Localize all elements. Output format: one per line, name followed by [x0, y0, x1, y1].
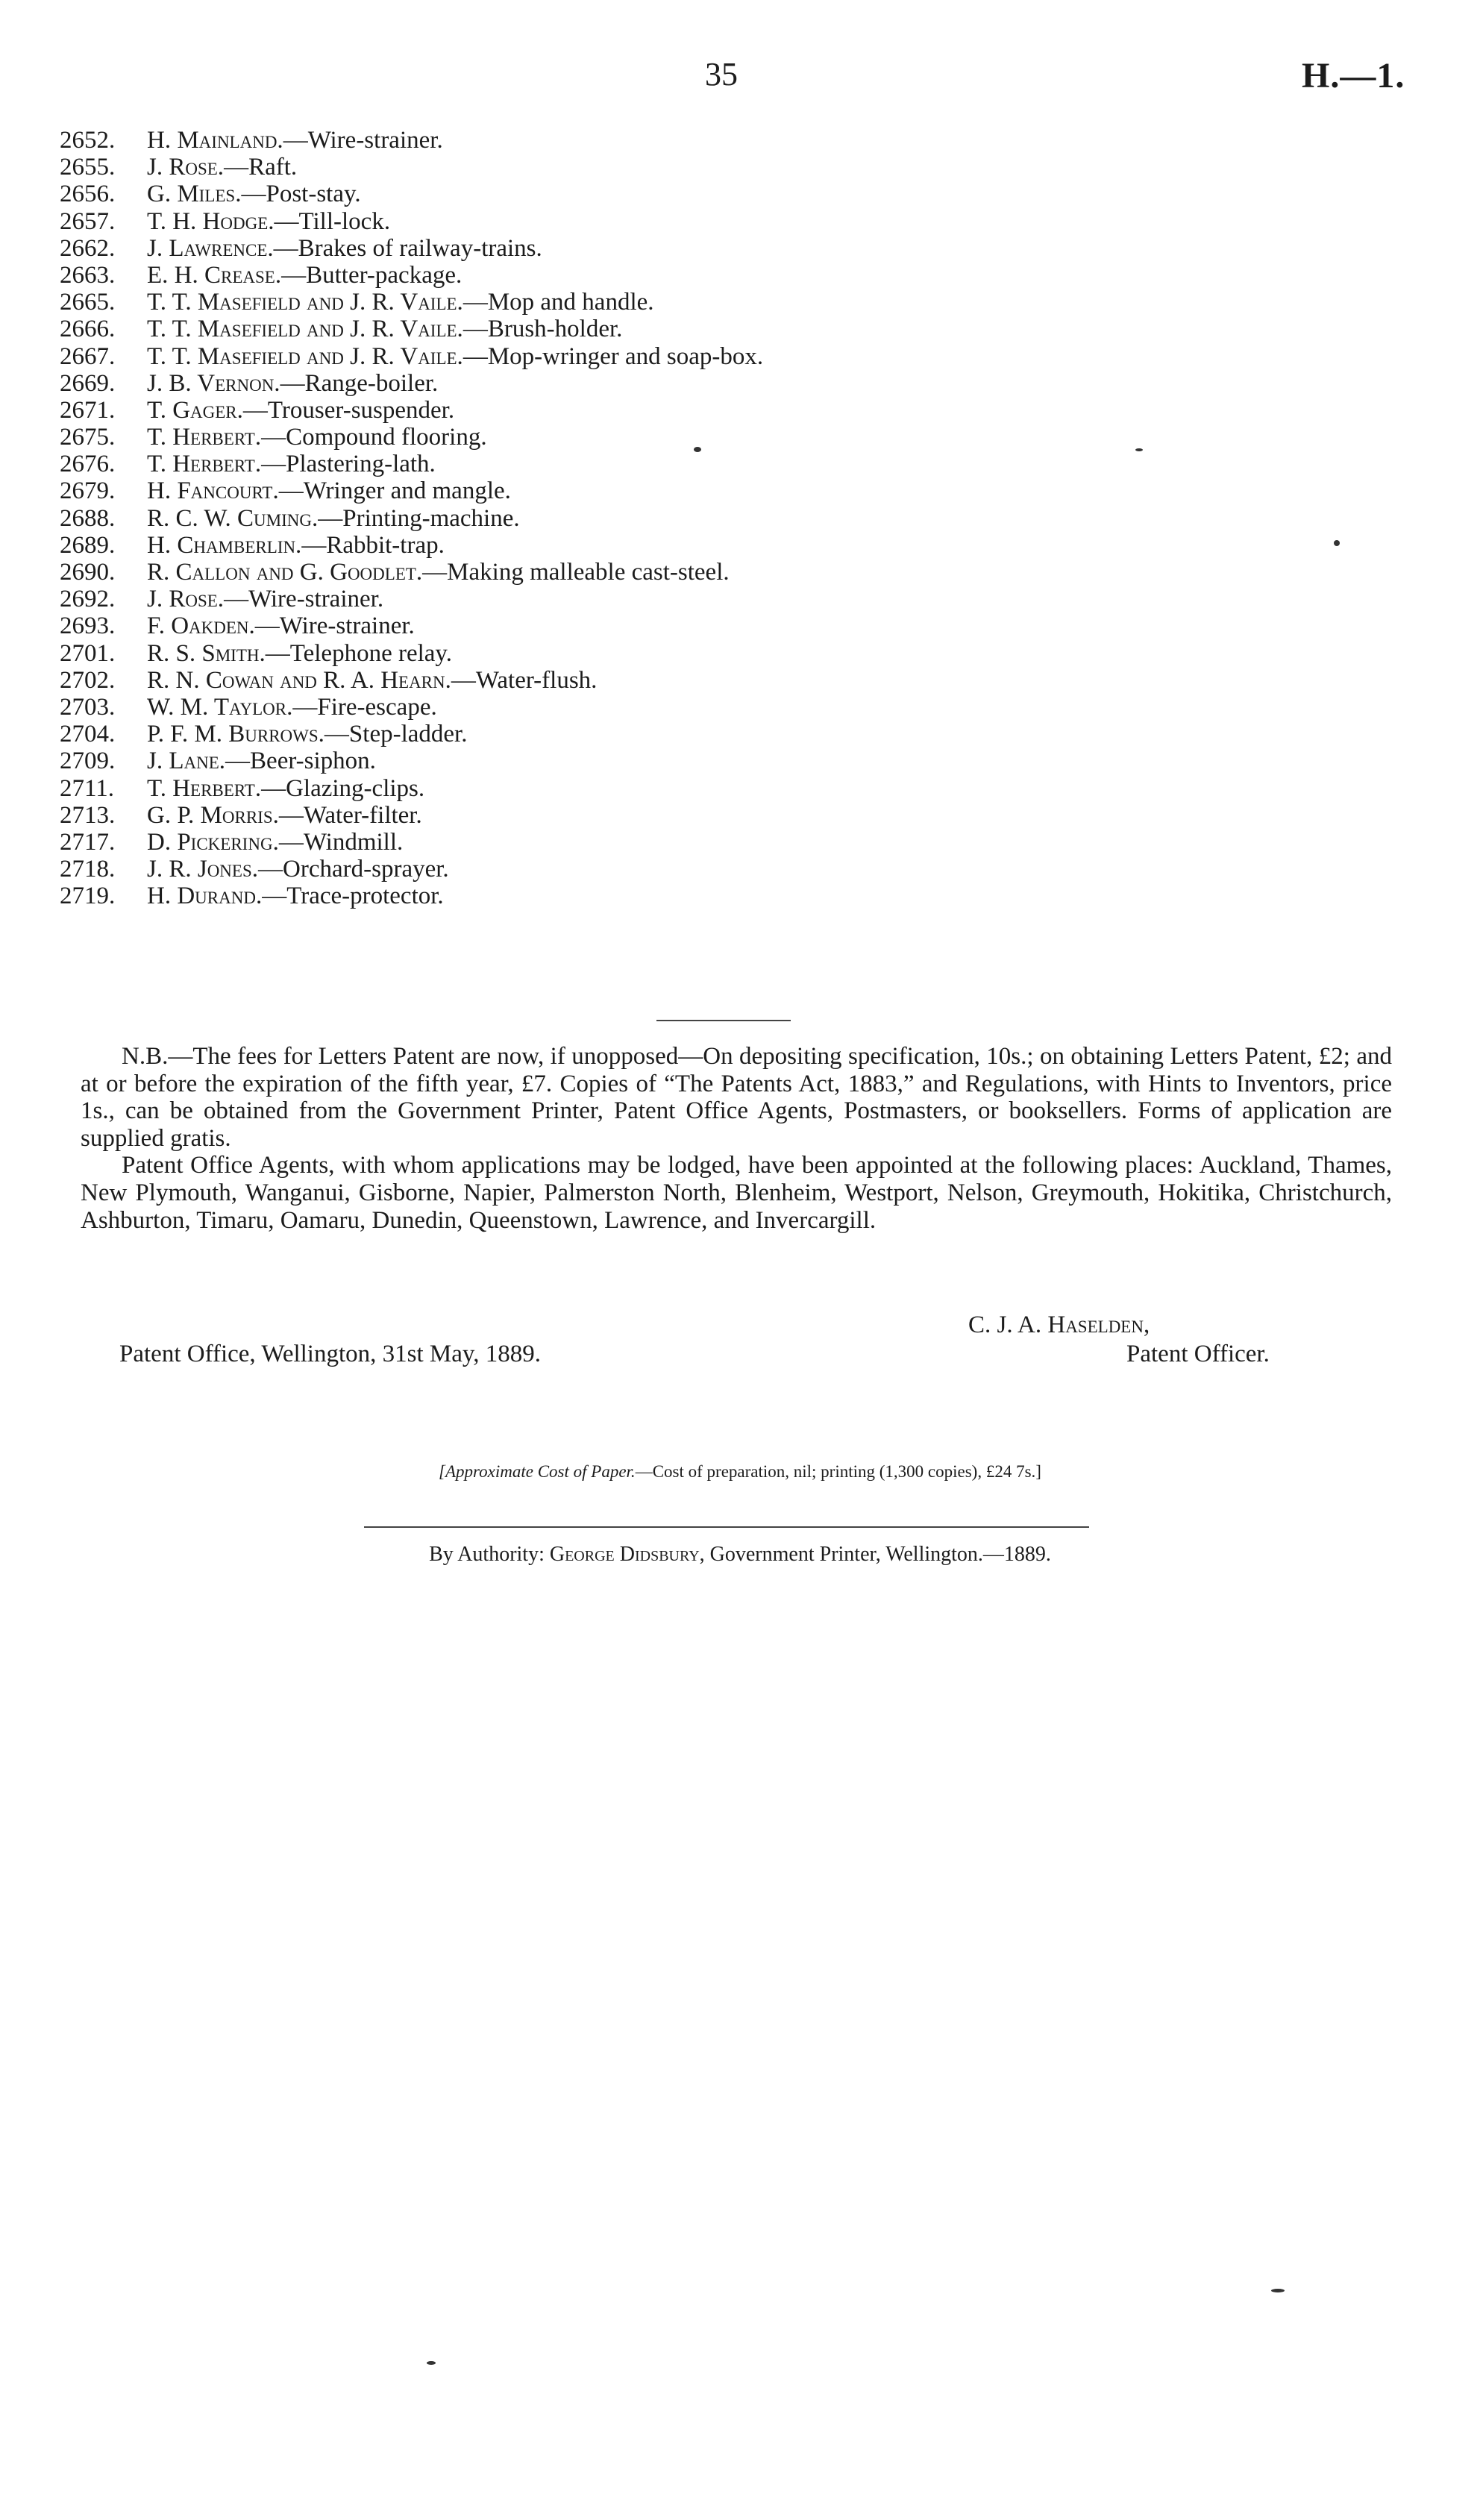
patent-number: 2693. — [60, 612, 116, 640]
patent-entry — [60, 612, 1328, 639]
patent-entry — [60, 316, 1328, 342]
patent-number: 2669. — [60, 369, 116, 397]
patent-number: 2703. — [60, 693, 116, 721]
invention-title: Water-flush. — [475, 666, 598, 694]
patentee-name: R. N. Cowan and R. A. Hearn. — [147, 666, 451, 694]
em-dash: — — [278, 828, 304, 856]
patent-number: 2713. — [60, 801, 116, 829]
patentee-name: R. C. W. Cuming. — [147, 504, 319, 532]
em-dash: — — [278, 477, 304, 505]
em-dash: — — [224, 154, 249, 181]
patent-entry — [60, 127, 1328, 154]
em-dash: — — [280, 369, 305, 397]
em-dash: — — [254, 612, 280, 640]
patent-entry — [60, 343, 1328, 370]
invention-title: Trouser-suspender. — [267, 396, 455, 424]
print-speck — [1271, 2289, 1285, 2292]
imprint-suffix: , Government Printer, Wellington.—1889. — [699, 1543, 1051, 1566]
invention-title: Brakes of railway-trains. — [298, 234, 542, 262]
patent-number: 2690. — [60, 559, 116, 586]
em-dash: — — [274, 207, 299, 235]
imprint-divider — [364, 1526, 1089, 1528]
em-dash: — — [241, 181, 266, 208]
invention-title: Rabbit-trap. — [326, 531, 445, 559]
patent-entry — [60, 477, 1328, 504]
em-dash: — — [462, 316, 488, 343]
em-dash: — — [225, 747, 251, 775]
notice-section — [81, 1043, 1392, 1234]
printer-imprint — [0, 1543, 1480, 1567]
em-dash: — — [281, 261, 307, 289]
patentee-name: R. S. Smith. — [147, 639, 266, 667]
patent-entry — [60, 559, 1328, 586]
section-divider — [656, 1020, 791, 1021]
patentee-name: G. P. Morris. — [147, 801, 279, 829]
patent-entry — [60, 424, 1328, 451]
invention-title: Wire-strainer. — [307, 127, 443, 154]
invention-title: Trace-protector. — [286, 883, 444, 910]
invention-title: Butter-package. — [306, 261, 462, 289]
invention-title: Mop-wringer and soap-box. — [487, 342, 764, 370]
patentee-name: F. Oakden. — [147, 612, 255, 640]
invention-title: Post-stay. — [266, 181, 361, 208]
em-dash: — — [262, 883, 287, 910]
patent-entry — [60, 747, 1328, 774]
em-dash: — — [278, 801, 304, 829]
patent-number: 2719. — [60, 883, 116, 910]
patent-number: 2718. — [60, 856, 116, 883]
invention-title: Water-filter. — [303, 801, 422, 829]
cost-note — [0, 1462, 1480, 1482]
em-dash: — — [318, 504, 343, 532]
patent-entry — [60, 775, 1328, 802]
invention-title: Telephone relay. — [289, 639, 453, 667]
patent-number: 2702. — [60, 666, 116, 694]
print-speck — [427, 2361, 436, 2365]
em-dash: — — [261, 451, 286, 478]
em-dash: — — [258, 856, 283, 883]
patent-number: 2701. — [60, 639, 116, 667]
invention-title: Step-ladder. — [348, 721, 468, 748]
patent-entry — [60, 451, 1328, 477]
invention-title: Raft. — [248, 154, 298, 181]
patent-entry — [60, 640, 1328, 667]
document-reference: H.—1. — [1302, 56, 1405, 95]
patentee-name: H. Fancourt. — [147, 477, 279, 505]
em-dash: — — [265, 639, 290, 667]
patent-entry — [60, 883, 1328, 909]
patentee-name: D. Pickering. — [147, 828, 279, 856]
em-dash: — — [242, 396, 268, 424]
patentee-name: T. T. Masefield and J. R. Vaile. — [147, 316, 463, 343]
print-speck — [1135, 448, 1143, 451]
em-dash: — — [451, 666, 476, 694]
patent-number: 2666. — [60, 316, 116, 343]
patentee-name: E. H. Crease. — [147, 261, 282, 289]
cost-note-label: [Approximate Cost of Paper. — [439, 1462, 636, 1481]
page-header — [0, 55, 1480, 100]
print-speck — [1334, 540, 1340, 546]
patent-entry — [60, 586, 1328, 612]
patentee-name: P. F. M. Burrows. — [147, 721, 324, 748]
patent-number: 2663. — [60, 261, 116, 289]
patentee-name: T. Herbert. — [147, 424, 262, 451]
imprint-prefix: By Authority: — [429, 1543, 550, 1566]
em-dash: — — [261, 774, 286, 802]
patentee-name: T. T. Masefield and J. R. Vaile. — [147, 342, 463, 370]
patent-number: 2665. — [60, 289, 116, 316]
patentee-name: J. Rose. — [147, 586, 225, 613]
patent-number: 2671. — [60, 396, 116, 424]
patent-number: 2676. — [60, 451, 116, 478]
patent-number: 2709. — [60, 747, 116, 775]
invention-title: Wringer and mangle. — [303, 477, 511, 505]
patentee-name: R. Callon and G. Goodlet. — [147, 559, 423, 586]
em-dash: — — [422, 559, 448, 586]
patent-entry — [60, 154, 1328, 181]
patent-entry — [60, 397, 1328, 424]
patent-entry — [60, 235, 1328, 262]
patent-entry — [60, 829, 1328, 856]
signatory-title: Patent Officer. — [1126, 1341, 1270, 1367]
invention-title: Range-boiler. — [304, 369, 439, 397]
patent-number: 2655. — [60, 154, 116, 181]
invention-title: Fire-escape. — [317, 693, 437, 721]
patent-number: 2662. — [60, 234, 116, 262]
patent-number: 2704. — [60, 721, 116, 748]
patent-number: 2679. — [60, 477, 116, 505]
page-number: 35 — [705, 56, 738, 93]
patentee-name: T. Herbert. — [147, 774, 262, 802]
patent-entry — [60, 694, 1328, 721]
em-dash: — — [462, 342, 488, 370]
invention-title: Plastering-lath. — [286, 451, 436, 478]
invention-title: Brush-holder. — [487, 316, 623, 343]
patent-entry — [60, 667, 1328, 694]
patentee-name: J. B. Vernon. — [147, 369, 280, 397]
invention-title: Till-lock. — [298, 207, 391, 235]
print-speck — [694, 447, 701, 452]
em-dash: — — [324, 721, 349, 748]
signatory-name: C. J. A. Haselden, — [968, 1311, 1150, 1338]
invention-title: Glazing-clips. — [286, 774, 425, 802]
invention-title: Windmill. — [303, 828, 404, 856]
patentee-name: J. R. Jones. — [147, 856, 259, 883]
invention-title: Mop and handle. — [487, 289, 654, 316]
em-dash: — — [462, 289, 488, 316]
patent-number: 2675. — [60, 424, 116, 451]
patentee-name: G. Miles. — [147, 181, 242, 208]
patent-list — [60, 127, 1328, 909]
invention-title: Printing-machine. — [342, 504, 520, 532]
printer-name: George Didsbury — [549, 1543, 700, 1566]
patentee-name: W. M. Taylor. — [147, 693, 293, 721]
invention-title: Wire-strainer. — [248, 586, 384, 613]
patent-number: 2656. — [60, 181, 116, 208]
patentee-name: T. Herbert. — [147, 451, 262, 478]
em-dash: — — [292, 693, 318, 721]
patent-number: 2667. — [60, 342, 116, 370]
patent-entry — [60, 856, 1328, 883]
patentee-name: H. Mainland. — [147, 127, 283, 154]
patentee-name: H. Chamberlin. — [147, 531, 302, 559]
place-and-date: Patent Office, Wellington, 31st May, 1889. — [119, 1341, 541, 1367]
patentee-name: T. T. Masefield and J. R. Vaile. — [147, 289, 463, 316]
patentee-name: T. Gager. — [147, 396, 243, 424]
patent-number: 2692. — [60, 586, 116, 613]
patent-number: 2717. — [60, 828, 116, 856]
em-dash: — — [301, 531, 327, 559]
em-dash: — — [283, 127, 308, 154]
invention-title: Compound flooring. — [286, 424, 487, 451]
patent-number: 2711. — [60, 774, 115, 802]
invention-title: Beer-siphon. — [250, 747, 376, 775]
patentee-name: J. Lane. — [147, 747, 226, 775]
agents-paragraph: Patent Office Agents, with whom applications may be lodged, have been appointed at the following places: Auckland, Thames, New Plymouth, Wanganui, Gisborne, Napier, Palmerston North, Blenheim, Westport, Nelson, Greymouth, Hokitika, Christchurch, Ashburton, Timaru, Oamaru, Dunedin, Queenstown, Lawrence, and Invercargill. — [81, 1152, 1392, 1234]
invention-title: Orchard-sprayer. — [283, 856, 449, 883]
em-dash: — — [224, 586, 249, 613]
em-dash: — — [261, 424, 286, 451]
patent-entry — [60, 505, 1328, 532]
fees-paragraph: N.B.—The fees for Letters Patent are now, if unopposed—On depositing specification, 10s.; on obtaining Letters Patent, £2; and at or before the expiration of the fifth year, £7. Copies of “The Patents Act, 1883,” and Regulations, with Hints to Inventors, price 1s., can be obtained from the Government Printer, Patent Office Agents, Postmasters, or booksellers. Forms of application are supplied gratis. — [81, 1043, 1392, 1152]
invention-title: Making malleable cast-steel. — [447, 559, 730, 586]
patent-entry — [60, 262, 1328, 289]
patent-entry — [60, 532, 1328, 559]
em-dash: — — [273, 234, 298, 262]
patent-entry — [60, 721, 1328, 747]
patent-entry — [60, 802, 1328, 829]
patentee-name: J. Rose. — [147, 154, 225, 181]
patent-entry — [60, 289, 1328, 316]
patentee-name: H. Durand. — [147, 883, 263, 910]
patent-number: 2689. — [60, 531, 116, 559]
cost-note-text: —Cost of preparation, nil; printing (1,300 copies), £24 7s.] — [635, 1462, 1041, 1481]
patentee-name: J. Lawrence. — [147, 234, 274, 262]
patentee-name: T. H. Hodge. — [147, 207, 275, 235]
patent-number: 2688. — [60, 504, 116, 532]
patent-entry — [60, 370, 1328, 397]
patent-number: 2652. — [60, 127, 116, 154]
patent-number: 2657. — [60, 207, 116, 235]
invention-title: Wire-strainer. — [279, 612, 415, 640]
patent-entry — [60, 181, 1328, 207]
patent-entry — [60, 208, 1328, 235]
